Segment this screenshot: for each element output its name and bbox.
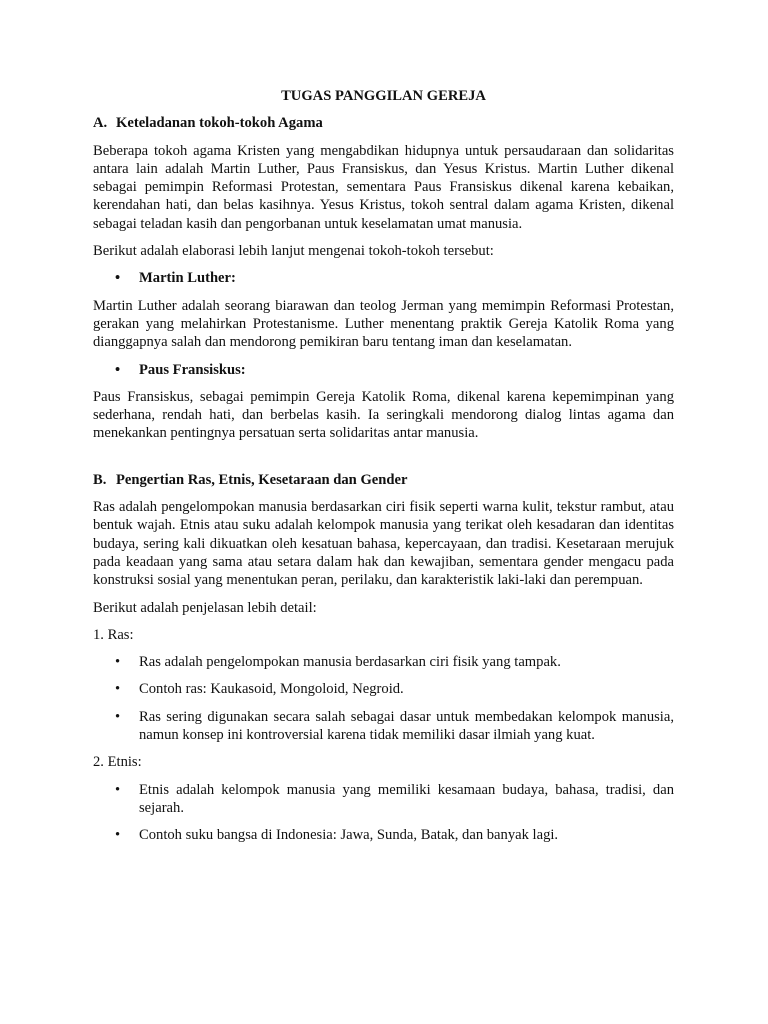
ras-point: Ras adalah pengelompokan manusia berdasarkan ciri fisik yang tampak. <box>139 654 561 671</box>
document-title: TUGAS PANGGILAN GEREJA <box>281 88 486 104</box>
section-a-title: Keteladanan tokoh-tokoh Agama <box>116 115 323 132</box>
section-b-intro: Ras adalah pengelompokan manusia berdasarkan ciri fisik seperti warna kulit, tekstur rambut, atau bentuk wajah. Etnis atau suku adalah kelompok manusia yang terikat oleh kesadaran dan identitas budaya, sering kali dikuatkan oleh kesatuan bahasa, kepercayaan, dan tradisi. Kesetaraan merujuk pada keadaan yang sama atau setara dalam hak dan kewajiban, sementara gender mengacu pada konstruksi sosial yang menentukan peran, perilaku, dan karakteristik laki-laki dan perempuan. <box>93 499 674 589</box>
bullet-icon: • <box>115 681 121 698</box>
section-a-marker: A. <box>93 115 108 132</box>
figure-paus-fransiskus-item <box>93 361 674 379</box>
etnis-point: Contoh suku bangsa di Indonesia: Jawa, Sunda, Batak, dan banyak lagi. <box>139 827 559 844</box>
etnis-point: Etnis adalah kelompok manusia yang memiliki kesamaan budaya, bahasa, tradisi, dan sejarah. <box>139 781 674 816</box>
section-b-heading <box>93 471 674 489</box>
bullet-icon: • <box>115 708 121 725</box>
figure-martin-luther-text: Martin Luther adalah seorang biarawan dan teolog Jerman yang memimpin Reformasi Protestan, gerakan yang melahirkan Protestanisme. Luther menentang praktik Gereja Katolik Roma yang dianggapnya salah dan mendorong pemikiran baru tentang iman dan keselamatan. <box>93 297 674 351</box>
ras-point: Contoh ras: Kaukasoid, Mongoloid, Negroid. <box>139 681 404 698</box>
document-content <box>93 87 674 854</box>
bullet-icon: • <box>115 781 121 798</box>
figure-martin-luther-name: Martin Luther: <box>139 270 236 287</box>
figure-paus-fransiskus-text: Paus Fransiskus, sebagai pemimpin Gereja Katolik Roma, dikenal karena kepemimpinan yang sederhana, rendah hati, dan berbelas kasih. Ia seringkali mendorong dialog lintas agama dan menekankan pentingnya persatuan serta solidaritas antar manusia. <box>93 388 674 442</box>
ras-point: Ras sering digunakan secara salah sebagai dasar untuk membedakan kelompok manusia, namun konsep ini kontroversial karena tidak memiliki dasar ilmiah yang kuat. <box>139 708 674 744</box>
bullet-icon: • <box>115 827 121 844</box>
list-item <box>93 826 674 844</box>
list-item <box>93 653 674 671</box>
figure-paus-fransiskus-name: Paus Fransiskus: <box>139 361 246 378</box>
list-item <box>93 708 674 745</box>
list-item <box>93 781 674 818</box>
bullet-icon: • <box>115 361 121 378</box>
section-a-lead: Berikut adalah elaborasi lebih lanjut mengenai tokoh-tokoh tersebut: <box>93 243 494 260</box>
figure-martin-luther-item <box>93 269 674 287</box>
section-b-marker: B. <box>93 471 107 488</box>
list-item <box>93 680 674 698</box>
section-spacer <box>93 452 674 471</box>
etnis-label: 2. Etnis: <box>93 754 142 771</box>
section-a-heading <box>93 114 674 132</box>
bullet-icon: • <box>115 270 121 287</box>
section-b-lead: Berikut adalah penjelasan lebih detail: <box>93 599 317 616</box>
section-b-title: Pengertian Ras, Etnis, Kesetaraan dan Gender <box>116 471 408 488</box>
bullet-icon: • <box>115 654 121 671</box>
section-a-intro: Beberapa tokoh agama Kristen yang mengabdikan hidupnya untuk persaudaraan dan solidaritas antara lain adalah Martin Luther, Paus Fransiskus, dan Yesus Kristus. Martin Luther dikenal sebagai pemimpin Reformasi Protestan, sementara Paus Fransiskus dikenal karena kebaikan, kerendahan hati, dan belas kasihnya. Yesus Kristus, tokoh sentral dalam agama Kristen, dikenal sebagai teladan kasih dan pengorbanan untuk keselamatan umat manusia. <box>93 142 674 232</box>
ras-label: 1. Ras: <box>93 626 134 643</box>
